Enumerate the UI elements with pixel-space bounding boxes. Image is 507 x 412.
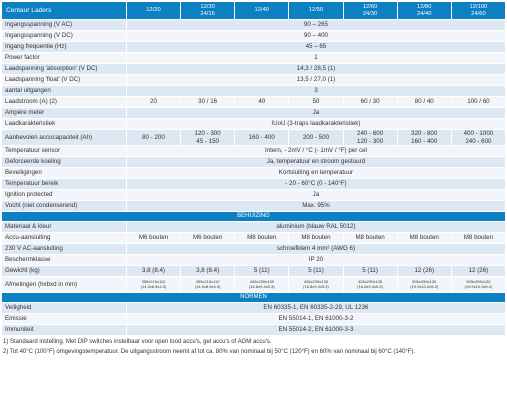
cell-value: 426x239x135 (16.8x9.4x5.3)	[289, 277, 343, 293]
row-label: Ingangsspanning (V DC)	[2, 31, 127, 42]
footnote-2: 2) Tot 40°C (100°F) omgevingstemperatuur. De uitgangsstroom neemt af tot ca. 80% van nominaal bij 50°C (120°F) en 60% van nominaal bij 60°C (140°F).	[3, 349, 416, 355]
row-value: Ja	[126, 190, 505, 201]
table-row	[2, 108, 506, 119]
table-row	[2, 303, 506, 314]
spec-sheet	[1, 1, 506, 357]
cell-value: M8 bouten	[235, 233, 289, 244]
row-value: 90 – 265	[126, 20, 505, 31]
section-title: NORMEN	[2, 293, 506, 303]
row-value: 3	[126, 86, 505, 97]
row-value: 13,5 / 27,0 (1)	[126, 75, 505, 86]
table-row	[2, 201, 506, 212]
model-col-5: 12/60 24/30	[343, 2, 397, 20]
cell-value: M8 bouten	[343, 233, 397, 244]
cell-value: 5 (11)	[235, 266, 289, 277]
cell-value: 400 - 1000 240 - 600	[451, 130, 505, 146]
row-label: Aanbevolen accucapaciteit (Ah)	[2, 130, 127, 146]
row-label: 230 V AC-aansluiting	[2, 244, 127, 255]
cell-value: 5 (11)	[343, 266, 397, 277]
row-value: IUoU (3-traps laadkarakteristiek)	[126, 119, 505, 130]
table-row	[2, 86, 506, 97]
row-value: EN 60335-1, EN 60335-2-29, UL 1236	[126, 303, 505, 314]
cell-value: 20	[126, 97, 180, 108]
row-value: schroefklem 4 mm² (AWG 6)	[126, 244, 505, 255]
cell-value: M8 bouten	[397, 233, 451, 244]
table-row	[2, 244, 506, 255]
section-title: BEHUIZING	[2, 212, 506, 222]
row-value: Ja	[126, 108, 505, 119]
row-label: Temperatuur sensor	[2, 146, 127, 157]
row-label: Veiligheid	[2, 303, 127, 314]
table-row	[2, 168, 506, 179]
table-row	[2, 97, 506, 108]
model-col-7: 12/100 24/60	[451, 2, 505, 20]
row-value: EN 55014-2, EN 61000-3-3	[126, 325, 505, 336]
cell-value: 5 (11)	[289, 266, 343, 277]
table-row	[2, 222, 506, 233]
row-label: Immuniteit	[2, 325, 127, 336]
cell-value: 3,8 (8.4)	[126, 266, 180, 277]
row-value: 1	[126, 53, 505, 64]
model-col-6: 12/80 24/40	[397, 2, 451, 20]
row-label: Vocht (niet condenserend)	[2, 201, 127, 212]
row-label: aantal uitgangen	[2, 86, 127, 97]
cell-value: 426x239x135 (16.8x9.4x5.3)	[235, 277, 289, 293]
model-col-1: 12/20	[126, 2, 180, 20]
row-label: Ignition protected	[2, 190, 127, 201]
table-title: Centaur Laders	[2, 2, 127, 20]
row-label: Temperatuur bereik	[2, 179, 127, 190]
footnotes	[1, 337, 506, 357]
cell-value: 505x255x130 (19.9x10.0x5.2)	[397, 277, 451, 293]
section-header-normen	[2, 293, 506, 303]
section-header-behuizing	[2, 212, 506, 222]
row-label: Materiaal & kleur	[2, 222, 127, 233]
table-row	[2, 277, 506, 293]
row-value: - 20 - 60°C (0 - 140°F)	[126, 179, 505, 190]
cell-value: 355x215x110 (14.0x8.5x4.3)	[181, 277, 235, 293]
cell-value: M6 bouten	[126, 233, 180, 244]
row-label: Laadspanning 'absorption' (V DC)	[2, 64, 127, 75]
row-value: Kortsluiting en temperatuur	[126, 168, 505, 179]
cell-value: M8 bouten	[451, 233, 505, 244]
table-row	[2, 64, 506, 75]
table-row	[2, 75, 506, 86]
row-label: Laadkarakteristiek	[2, 119, 127, 130]
row-label: Gewicht (kg)	[2, 266, 127, 277]
row-label: Ingang frequentie (Hz)	[2, 42, 127, 53]
cell-value: M6 bouten	[181, 233, 235, 244]
model-col-2: 12/30 24/16	[181, 2, 235, 20]
header-row	[2, 2, 506, 20]
table-row	[2, 157, 506, 168]
cell-value: 240 - 600 120 - 300	[343, 130, 397, 146]
table-row	[2, 314, 506, 325]
row-value: Ja, temperatuur en stroom gestuurd	[126, 157, 505, 168]
cell-value: 12 (26)	[397, 266, 451, 277]
table-row	[2, 20, 506, 31]
row-value: 14,3 / 28,5 (1)	[126, 64, 505, 75]
cell-value: 120 - 300 45 - 150	[181, 130, 235, 146]
cell-value: 100 / 60	[451, 97, 505, 108]
table-row	[2, 130, 506, 146]
table-row	[2, 266, 506, 277]
row-value: 45 – 65	[126, 42, 505, 53]
cell-value: 160 - 400	[235, 130, 289, 146]
table-row	[2, 179, 506, 190]
cell-value: 426x239x135 (16.8x9.4x5.3)	[343, 277, 397, 293]
model-col-4: 12/50	[289, 2, 343, 20]
table-row	[2, 42, 506, 53]
table-row	[2, 146, 506, 157]
table-row	[2, 255, 506, 266]
row-label: Ampère meter	[2, 108, 127, 119]
row-label: Laadspanning 'float' (V DC)	[2, 75, 127, 86]
row-label: Beschermklasse	[2, 255, 127, 266]
row-label: Accu-aansluiting	[2, 233, 127, 244]
cell-value: 320 - 800 160 - 400	[397, 130, 451, 146]
table-row	[2, 190, 506, 201]
model-col-3: 12/40	[235, 2, 289, 20]
row-label: Power factor	[2, 53, 127, 64]
table-row	[2, 53, 506, 64]
cell-value: 355x215x110 (14.0x8.5x4.3)	[126, 277, 180, 293]
row-label: Emissie	[2, 314, 127, 325]
cell-value: 80 - 200	[126, 130, 180, 146]
footnote-1: 1) Standaard instelling. Met DIP switches instelbaar voor open lood accu's, gel accu's of AGM accu's.	[3, 339, 272, 345]
row-value: Intern, - 2mV / °C (- 1mV / °F) per cel	[126, 146, 505, 157]
row-label: Geforceerde koeling	[2, 157, 127, 168]
cell-value: M8 bouten	[289, 233, 343, 244]
row-value: 90 – 400	[126, 31, 505, 42]
row-value: aluminium (blauw RAL 5012)	[126, 222, 505, 233]
cell-value: 12 (26)	[451, 266, 505, 277]
row-label: Ingangsspanning (V AC)	[2, 20, 127, 31]
cell-value: 80 / 40	[397, 97, 451, 108]
row-value: IP 20	[126, 255, 505, 266]
cell-value: 60 / 30	[343, 97, 397, 108]
row-label: Afmetingen (hxbxd in mm)	[2, 277, 127, 293]
row-label: Laadstroom (A) (2)	[2, 97, 127, 108]
cell-value: 40	[235, 97, 289, 108]
table-row	[2, 233, 506, 244]
row-value: EN 55014-1, EN 61000-3-2	[126, 314, 505, 325]
cell-value: 50	[289, 97, 343, 108]
cell-value: 30 / 16	[181, 97, 235, 108]
row-value: Max. 95%	[126, 201, 505, 212]
table-row	[2, 325, 506, 336]
table-row	[2, 31, 506, 42]
cell-value: 200 - 500	[289, 130, 343, 146]
cell-value: 3,8 (8.4)	[181, 266, 235, 277]
row-label: Beveiligingen	[2, 168, 127, 179]
table-row	[2, 119, 506, 130]
cell-value: 505x255x130 (19.9x10.0x5.2)	[451, 277, 505, 293]
spec-table	[1, 1, 506, 336]
